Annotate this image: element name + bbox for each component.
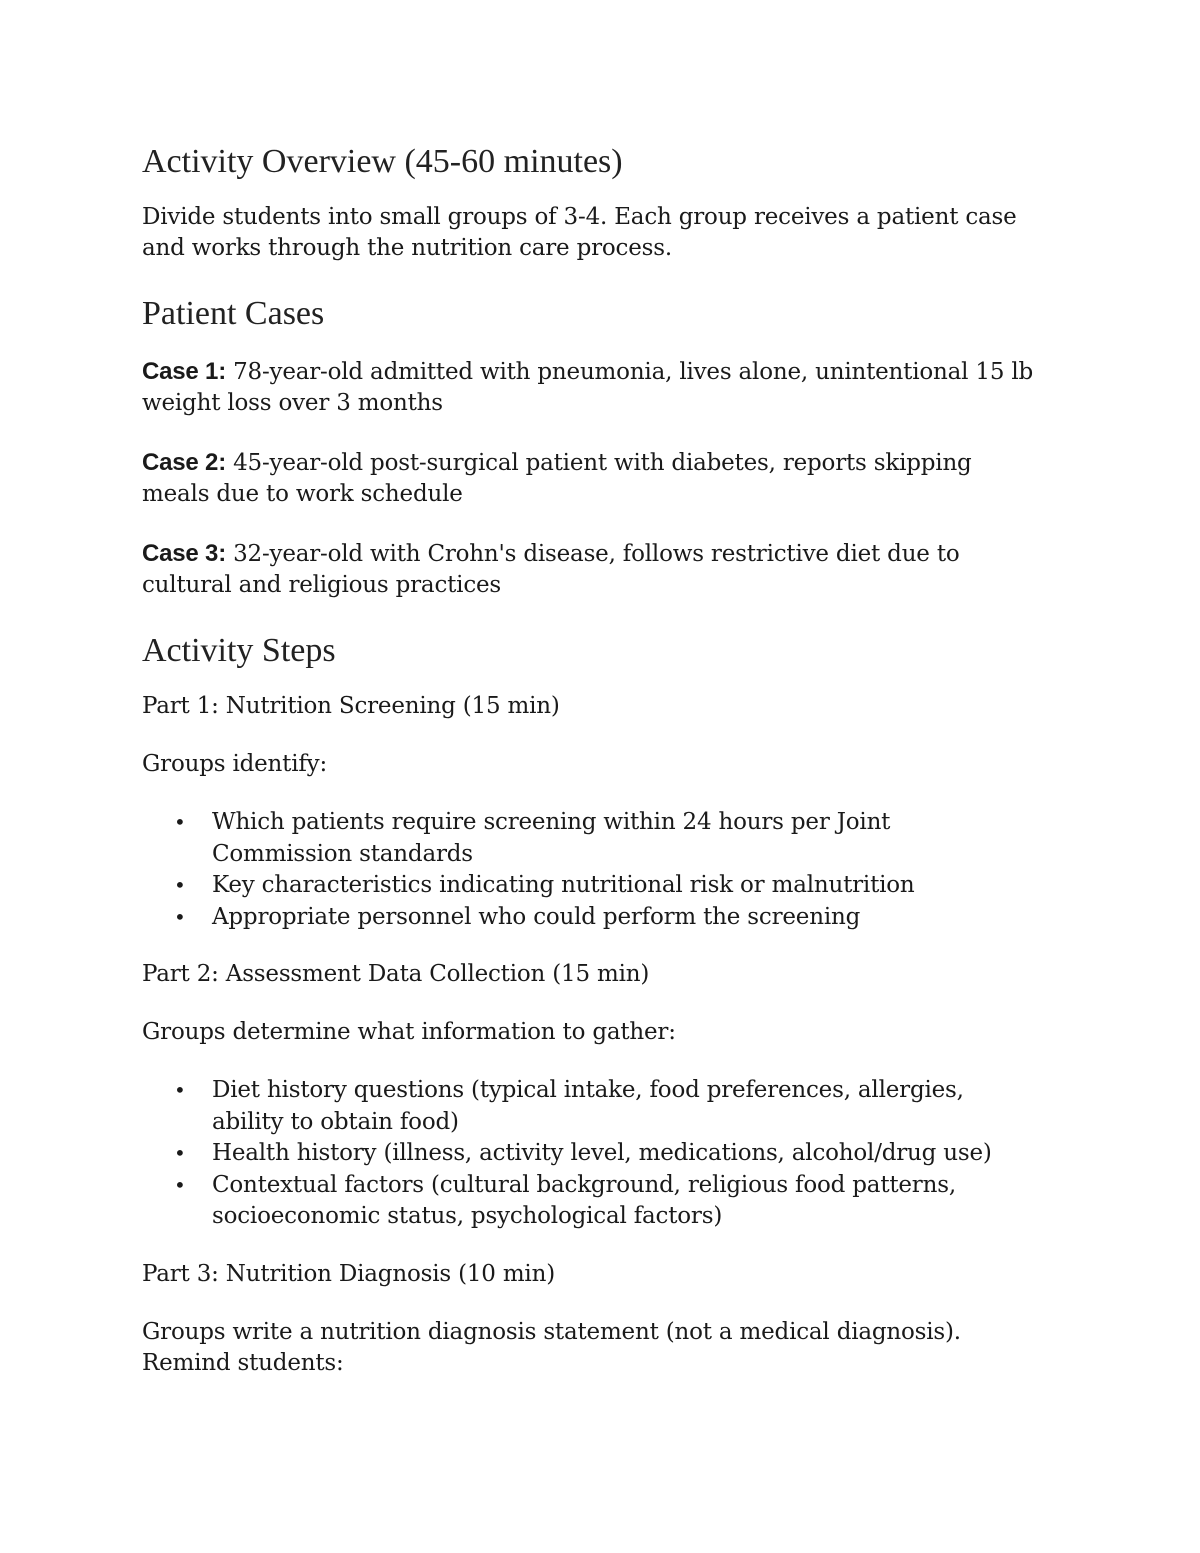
list-item: • Which patients require screening within 24 hours per Joint Commission standards [174, 809, 891, 867]
patient-cases-heading: Patient Cases [142, 295, 325, 332]
case-3-label: Case 3: [142, 540, 226, 567]
part-1-title: Part 1: Nutrition Screening (15 min) [142, 693, 560, 719]
case-3 [142, 538, 1042, 601]
part-3-title: Part 3: Nutrition Diagnosis (10 min) [142, 1260, 555, 1287]
part-2-intro: Groups determine what information to gather: [142, 1019, 676, 1045]
bullet-icon: • [174, 904, 186, 929]
part-1-intro: Groups identify: [142, 751, 328, 777]
part-3-intro: Groups write a nutrition diagnosis statement (not a medical diagnosis). Remind students: [142, 1318, 961, 1376]
case-1 [142, 356, 1042, 419]
list-item: • Health history (illness, activity level, medications, alcohol/drug use) [142, 1138, 1042, 1170]
list-item: • Diet history questions (typical intake, food preferences, allergies, ability to obtain food) [174, 1077, 964, 1135]
overview-heading: Activity Overview (45-60 minutes) [142, 143, 623, 180]
list-item: • Contextual factors (cultural background, religious food patterns, socioeconomic status, psychological factors) [174, 1171, 956, 1229]
overview-body: Divide students into small groups of 3-4. Each group receives a patient case and works through the nutrition care process. [142, 204, 1017, 261]
activity-steps-heading: Activity Steps [142, 632, 336, 669]
document-page [142, 138, 1062, 1379]
list-item: • Key characteristics indicating nutritional risk or malnutrition [142, 870, 972, 902]
bullet-icon: • [174, 810, 186, 834]
bullet-icon: • [174, 1078, 186, 1102]
case-2-text: 45-year-old post-surgical patient with diabetes, reports skipping meals due to work schedule [142, 450, 972, 507]
case-1-label: Case 1: [142, 358, 226, 385]
bullet-icon: • [174, 1141, 186, 1165]
case-3-text: 32-year-old with Crohn's disease, follows restrictive diet due to cultural and religious practices [142, 541, 960, 598]
case-1-text: 78-year-old admitted with pneumonia, lives alone, unintentional 15 lb weight loss over 3 months [142, 359, 1034, 416]
bullet-icon: • [174, 1172, 186, 1197]
bullet-icon: • [174, 873, 186, 897]
case-2 [142, 447, 1042, 510]
list-item: • Appropriate personnel who could perform the screening [142, 902, 972, 934]
part-2-title: Part 2: Assessment Data Collection (15 min) [142, 961, 650, 987]
part-2-list [142, 1075, 1042, 1233]
part-1-list [142, 807, 972, 933]
case-2-label: Case 2: [142, 449, 226, 476]
